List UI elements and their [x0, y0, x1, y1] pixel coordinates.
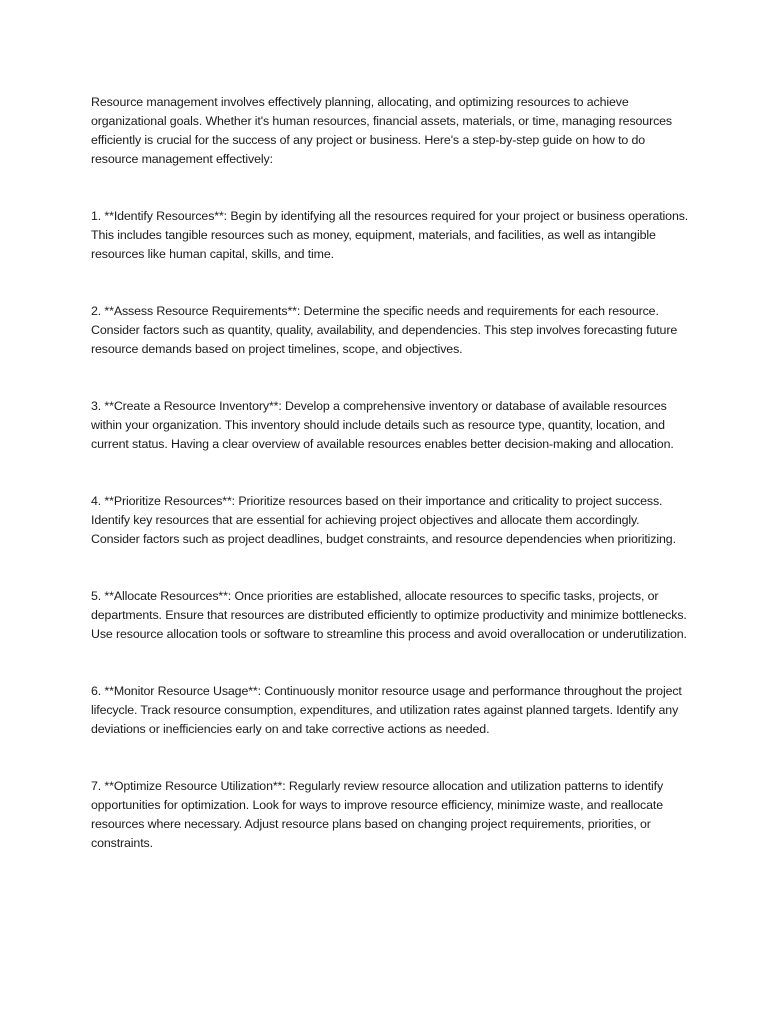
step-paragraph-2: 2. **Assess Resource Requirements**: Determine the specific needs and requirements for each resource. Consider factors such as quantity, quality, availability, and dependencies. This step involves forecasting future resource demands based on project timelines, scope, and objectives.	[91, 304, 678, 356]
step-paragraph-5: 5. **Allocate Resources**: Once priorities are established, allocate resources to specific tasks, projects, or departments. Ensure that resources are distributed efficiently to optimize productivity and minimize bottlenecks. Use resource allocation tools or software to streamline this process and avoid overallocation or underutilization.	[91, 589, 687, 641]
step-paragraph-7: 7. **Optimize Resource Utilization**: Regularly review resource allocation and utilization patterns to identify opportunities for optimization. Look for ways to improve resource efficiency, minimize waste, and reallocate resources where necessary. Adjust resource plans based on changing project requirements, priorities, or constraints.	[91, 779, 664, 850]
intro-paragraph: Resource management involves effectively planning, allocating, and optimizing resources to achieve organizational goals. Whether it's human resources, financial assets, materials, or time, managing resources efficiently is crucial for the success of any project or business. Here's a step-by-step guide on how to do resource management effectively:	[91, 95, 672, 166]
step-paragraph-3: 3. **Create a Resource Inventory**: Develop a comprehensive inventory or database of available resources within your organization. This inventory should include details such as resource type, quantity, location, and current status. Having a clear overview of available resources enables better decision-making and allocation.	[91, 399, 674, 451]
step-paragraph-4: 4. **Prioritize Resources**: Prioritize resources based on their importance and criticality to project success. Identify key resources that are essential for achieving project objectives and allocate them accordingly. Consider factors such as project deadlines, budget constraints, and resource dependencies when prioritizing.	[91, 494, 676, 546]
step-paragraph-1: 1. **Identify Resources**: Begin by identifying all the resources required for your project or business operations. This includes tangible resources such as money, equipment, materials, and facilities, as well as intangible resources like human capital, skills, and time.	[91, 209, 689, 261]
step-paragraph-6: 6. **Monitor Resource Usage**: Continuously monitor resource usage and performance throughout the project lifecycle. Track resource consumption, expenditures, and utilization rates against planned targets. Identify any deviations or inefficiencies early on and take corrective actions as needed.	[91, 684, 682, 736]
document-body	[91, 93, 691, 853]
